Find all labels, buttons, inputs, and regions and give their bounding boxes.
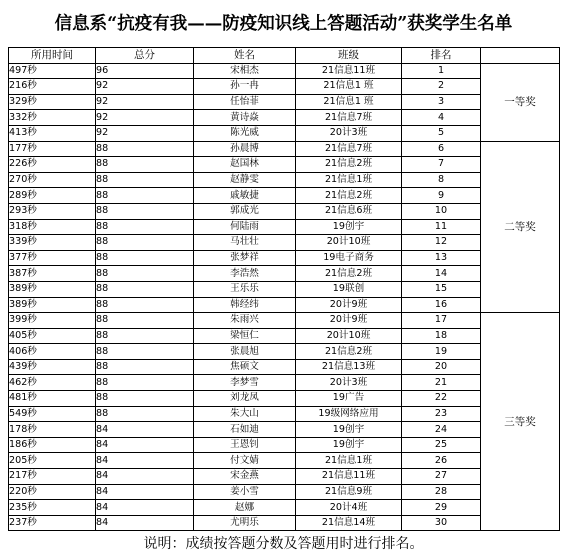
prize-level: 三等奖 [481,313,560,531]
cell-rank: 22 [402,391,481,407]
cell-rank: 8 [402,172,481,188]
cell-class: 21信息1 班 [296,94,402,110]
cell-name: 焦硕文 [194,359,296,375]
cell-rank: 18 [402,328,481,344]
cell-rank: 1 [402,63,481,79]
cell-score: 88 [96,203,194,219]
table-row [9,266,560,282]
cell-time: 389秒 [9,297,96,313]
cell-rank: 4 [402,110,481,126]
cell-class: 19创宇 [296,219,402,235]
cell-class: 21信息11班 [296,469,402,485]
cell-name: 何陆雨 [194,219,296,235]
cell-score: 88 [96,359,194,375]
table-row [9,63,560,79]
cell-rank: 10 [402,203,481,219]
cell-time: 205秒 [9,453,96,469]
cell-rank: 21 [402,375,481,391]
cell-time: 270秒 [9,172,96,188]
cell-rank: 20 [402,359,481,375]
table-header-row [9,48,560,64]
table-row [9,406,560,422]
cell-rank: 14 [402,266,481,282]
cell-name: 孙晨博 [194,141,296,157]
cell-class: 21信息1班 [296,172,402,188]
cell-rank: 2 [402,79,481,95]
cell-score: 84 [96,484,194,500]
cell-score: 88 [96,250,194,266]
cell-rank: 24 [402,422,481,438]
table-row [9,79,560,95]
cell-name: 张晨旭 [194,344,296,360]
cell-name: 赵娜 [194,500,296,516]
cell-time: 399秒 [9,313,96,329]
cell-score: 88 [96,391,194,407]
cell-class: 20计4班 [296,500,402,516]
cell-class: 21信息2班 [296,266,402,282]
cell-time: 220秒 [9,484,96,500]
cell-name: 梁恒仁 [194,328,296,344]
cell-class: 21信息2班 [296,344,402,360]
cell-score: 88 [96,406,194,422]
header-class: 班级 [296,48,402,64]
cell-rank: 30 [402,515,481,531]
cell-class: 19级网络应用 [296,406,402,422]
cell-rank: 12 [402,235,481,251]
cell-name: 朱雨兴 [194,313,296,329]
cell-score: 88 [96,266,194,282]
cell-class: 19联创 [296,281,402,297]
cell-time: 186秒 [9,437,96,453]
table-row [9,500,560,516]
footnote: 说明：成绩按答题分数及答题用时进行排名。 [143,536,424,552]
table-row [9,203,560,219]
cell-rank: 19 [402,344,481,360]
cell-name: 郭成光 [194,203,296,219]
header-prize [481,48,560,64]
table-row [9,188,560,204]
cell-score: 88 [96,157,194,173]
table-row [9,344,560,360]
cell-rank: 15 [402,281,481,297]
header-score: 总分 [96,48,194,64]
cell-class: 21信息1班 [296,453,402,469]
cell-score: 96 [96,63,194,79]
table-row [9,141,560,157]
page-title: 信息系“抗疫有我——防疫知识线上答题活动”获奖学生名单 [54,14,513,34]
cell-score: 88 [96,281,194,297]
table-row [9,125,560,141]
cell-name: 朱大山 [194,406,296,422]
table-row [9,484,560,500]
table-row [9,172,560,188]
cell-time: 339秒 [9,235,96,251]
cell-class: 19电子商务 [296,250,402,266]
cell-score: 84 [96,437,194,453]
cell-rank: 29 [402,500,481,516]
cell-time: 413秒 [9,125,96,141]
table-row [9,359,560,375]
cell-score: 88 [96,313,194,329]
cell-class: 21信息6班 [296,203,402,219]
cell-name: 宋相杰 [194,63,296,79]
cell-score: 84 [96,515,194,531]
cell-rank: 27 [402,469,481,485]
cell-rank: 11 [402,219,481,235]
cell-rank: 13 [402,250,481,266]
cell-name: 赵国林 [194,157,296,173]
cell-score: 88 [96,172,194,188]
cell-class: 21信息2班 [296,188,402,204]
cell-time: 439秒 [9,359,96,375]
cell-time: 293秒 [9,203,96,219]
cell-score: 84 [96,500,194,516]
cell-time: 178秒 [9,422,96,438]
cell-time: 389秒 [9,281,96,297]
cell-name: 赵静雯 [194,172,296,188]
table-row [9,235,560,251]
cell-time: 549秒 [9,406,96,422]
header-time: 所用时间 [9,48,96,64]
prize-level: 二等奖 [481,141,560,313]
cell-name: 孙一冉 [194,79,296,95]
cell-class: 20计3班 [296,125,402,141]
cell-score: 84 [96,469,194,485]
cell-time: 481秒 [9,391,96,407]
cell-score: 84 [96,453,194,469]
cell-score: 88 [96,344,194,360]
header-name: 姓名 [194,48,296,64]
cell-name: 王乐乐 [194,281,296,297]
cell-time: 177秒 [9,141,96,157]
cell-score: 92 [96,94,194,110]
cell-name: 尤明乐 [194,515,296,531]
cell-score: 92 [96,110,194,126]
cell-rank: 6 [402,141,481,157]
table-row [9,250,560,266]
cell-name: 王恩钊 [194,437,296,453]
table-row [9,328,560,344]
table-row [9,391,560,407]
cell-time: 329秒 [9,94,96,110]
table-row [9,281,560,297]
table-row [9,453,560,469]
cell-class: 21信息7班 [296,110,402,126]
cell-time: 318秒 [9,219,96,235]
cell-rank: 28 [402,484,481,500]
cell-name: 戚敏捷 [194,188,296,204]
cell-class: 21信息2班 [296,157,402,173]
table-row [9,375,560,391]
table-row [9,515,560,531]
cell-rank: 25 [402,437,481,453]
cell-name: 付文婧 [194,453,296,469]
cell-rank: 16 [402,297,481,313]
table-body [9,63,560,531]
table-row [9,297,560,313]
cell-time: 332秒 [9,110,96,126]
cell-class: 20计3班 [296,375,402,391]
cell-time: 387秒 [9,266,96,282]
cell-time: 235秒 [9,500,96,516]
cell-score: 88 [96,219,194,235]
cell-class: 21信息7班 [296,141,402,157]
cell-class: 20计9班 [296,297,402,313]
cell-score: 88 [96,375,194,391]
cell-score: 88 [96,328,194,344]
table-row [9,94,560,110]
table-row [9,469,560,485]
cell-rank: 9 [402,188,481,204]
cell-rank: 23 [402,406,481,422]
cell-time: 216秒 [9,79,96,95]
winners-table [8,47,560,531]
table-row [9,422,560,438]
cell-name: 石如迪 [194,422,296,438]
cell-class: 20计10班 [296,328,402,344]
cell-score: 88 [96,297,194,313]
cell-rank: 3 [402,94,481,110]
cell-name: 张梦祥 [194,250,296,266]
cell-time: 226秒 [9,157,96,173]
cell-time: 377秒 [9,250,96,266]
header-rank: 排名 [402,48,481,64]
cell-class: 19创宇 [296,422,402,438]
cell-time: 497秒 [9,63,96,79]
cell-name: 马壮壮 [194,235,296,251]
cell-class: 21信息14班 [296,515,402,531]
cell-class: 21信息1 班 [296,79,402,95]
cell-name: 姜小雪 [194,484,296,500]
cell-rank: 7 [402,157,481,173]
cell-class: 20计9班 [296,313,402,329]
cell-name: 任怡菲 [194,94,296,110]
cell-time: 462秒 [9,375,96,391]
table-row [9,110,560,126]
table-row [9,437,560,453]
cell-time: 237秒 [9,515,96,531]
cell-class: 19广告 [296,391,402,407]
prize-level: 一等奖 [481,63,560,141]
cell-time: 289秒 [9,188,96,204]
table-row [9,157,560,173]
cell-score: 88 [96,141,194,157]
cell-rank: 26 [402,453,481,469]
cell-class: 21信息13班 [296,359,402,375]
cell-rank: 17 [402,313,481,329]
cell-name: 陈光威 [194,125,296,141]
cell-score: 88 [96,188,194,204]
cell-score: 92 [96,79,194,95]
table-row [9,219,560,235]
cell-class: 20计10班 [296,235,402,251]
cell-name: 李浩然 [194,266,296,282]
cell-class: 21信息11班 [296,63,402,79]
cell-rank: 5 [402,125,481,141]
cell-time: 405秒 [9,328,96,344]
cell-time: 217秒 [9,469,96,485]
cell-name: 宋金燕 [194,469,296,485]
table-row [9,313,560,329]
cell-score: 88 [96,235,194,251]
cell-name: 刘龙凤 [194,391,296,407]
cell-name: 李梦雪 [194,375,296,391]
cell-score: 92 [96,125,194,141]
cell-name: 韩经纬 [194,297,296,313]
cell-class: 19创宇 [296,437,402,453]
cell-class: 21信息9班 [296,484,402,500]
cell-time: 406秒 [9,344,96,360]
cell-score: 84 [96,422,194,438]
cell-name: 黄诗焱 [194,110,296,126]
